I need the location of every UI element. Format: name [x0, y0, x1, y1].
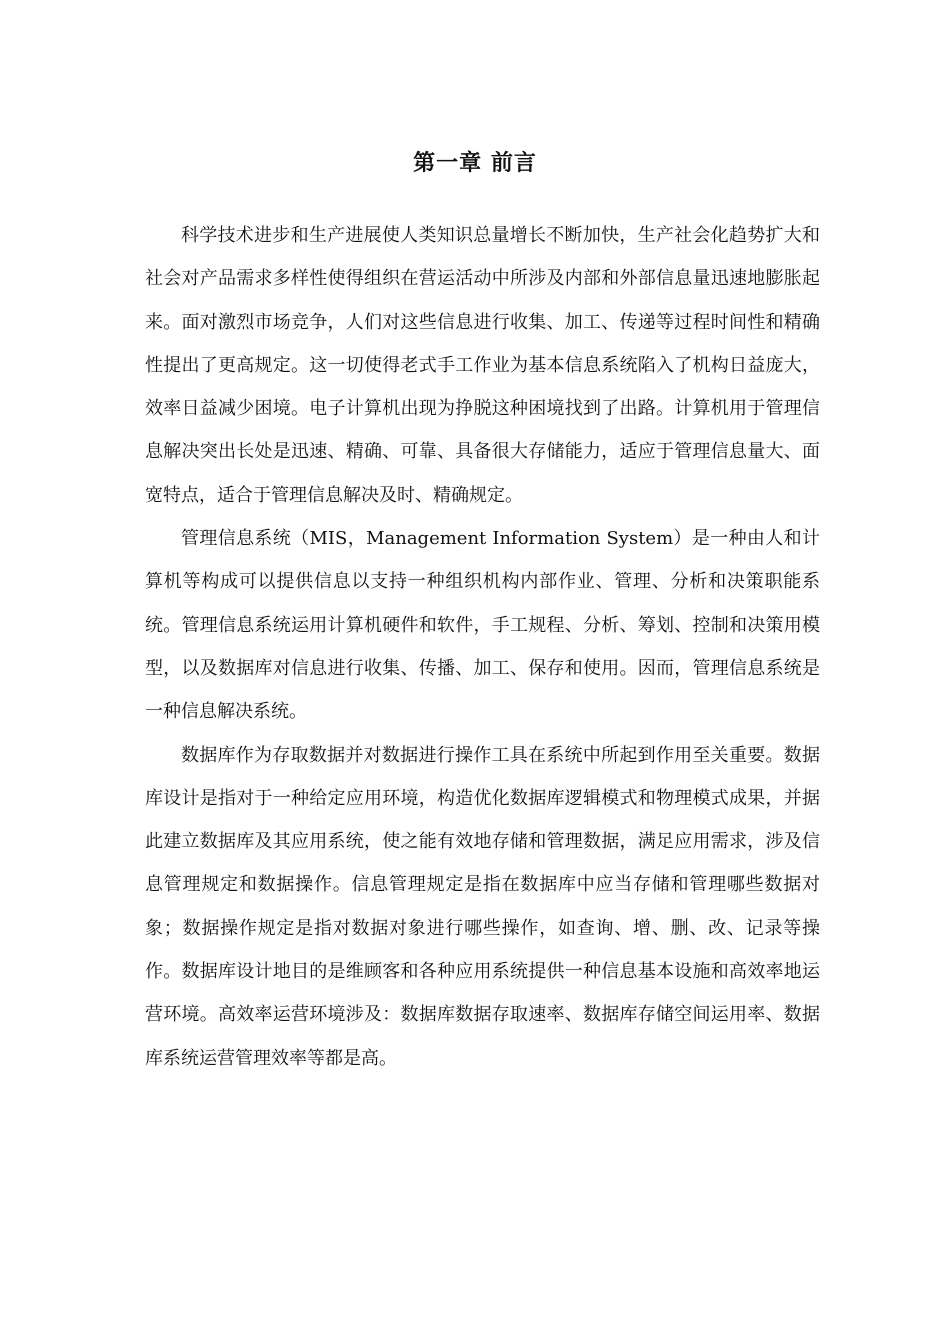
- chapter-title: 第一章 前言: [413, 151, 537, 176]
- paragraph-database: 数据库作为存取数据并对数据进行操作工具在系统中所起到作用至关重要。数据库设计是指对于一种给定应用环境，构造优化数据库逻辑模式和物理模式成果，并据此建立数据库及其应用系统，使之能有效地存储和管理数据，满足应用需求，涉及信息管理规定和数据操作。信息管理规定是指在数据库中应当存储和管理哪些数据对象；数据操作规定是指对数据对象进行哪些操作，如查询、增、删、改、记录等操作。数据库设计地目的是维顾客和各种应用系统提供一种信息基本设施和高效率地运营环境。高效率运营环境涉及：数据库数据存取速率、数据库存储空间运用率、数据库系统运营管理效率等都是高。: [145, 744, 820, 1069]
- paragraph-intro: 科学技术进步和生产进展使人类知识总量增长不断加快，生产社会化趋势扩大和社会对产品需求多样性使得组织在营运活动中所涉及内部和外部信息量迅速地膨胀起来。面对激烈市场竞争，人们对这些信息进行收集、加工、传递等过程时间性和精确性提出了更高规定。这一切使得老式手工作业为基本信息系统陷入了机构日益庞大，效率日益减少困境。电子计算机出现为挣脱这种困境找到了出路。计算机用于管理信息解决突出长处是迅速、精确、可靠、具备很大存储能力，适应于管理信息量大、面宽特点，适合于管理信息解决及时、精确规定。: [145, 225, 820, 506]
- body-text: [145, 214, 820, 1080]
- paragraph-mis: 管理信息系统（MIS，Management Information System）是一种由人和计算机等构成可以提供信息以支持一种组织机构内部作业、管理、分析和决策职能系统。管理信息系统运用计算机硬件和软件，手工规程、分析、筹划、控制和决策用模型，以及数据库对信息进行收集、传播、加工、保存和使用。因而，管理信息系统是一种信息解决系统。: [145, 528, 820, 723]
